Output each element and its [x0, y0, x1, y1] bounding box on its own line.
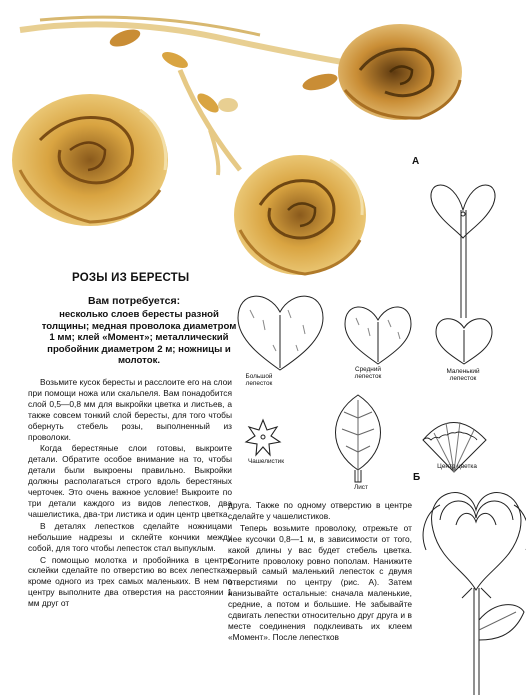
flower-center-label: Центр цветка [437, 463, 477, 470]
medium-petal-label: Средний лепесток [354, 366, 382, 381]
large-petal-label: Большой лепесток [245, 373, 273, 388]
materials-heading: Вам потребуется: [88, 295, 181, 307]
large-petal-pattern [238, 296, 323, 370]
small-petal-pattern [436, 319, 492, 364]
paragraph: друга. Также по одному отверстию в центре сделайте у чашелистиков. [228, 500, 412, 521]
article-title: РОЗЫ ИЗ БЕРЕСТЫ [72, 272, 190, 284]
figure-b-assembled-rose [423, 493, 526, 695]
paragraph: В деталях лепестков сделайте ножницами небольшие надрезы и склейте кончики между собой, для того чтобы лепесток стал выпуклым. [28, 520, 232, 553]
figure-a-petal-on-stem [431, 185, 495, 318]
figure-b-label: Б [413, 472, 421, 483]
small-petal-label: Маленький лепесток [446, 368, 480, 383]
paragraph: Теперь возьмите проволоку, отрежьте от нее кусочки 0,8—1 м, в зависимости от того, какой длины у вас будет стебель цветка. Согните проволоку ровно пополам. Нанижите первый самый маленький лепесток с двумя отверстиями по центру (рис. А). Затем нанизывайте остальные: сначала маленькие, средние, а потом и большие. Не забывайте сдвигать лепестки относительно друг друга и в месте соединения подклеивать их клеем «Момент». После лепестков [228, 522, 412, 642]
paragraph: С помощью молотка и пробойника в центре склейки сделайте по отверстию во всех лепестках, кроме одного из трех самых маленьких. В нем по центру выполните два отверстия на расстоянии 1 мм друг от [28, 554, 232, 609]
sepal-label: Чашелистик [247, 458, 285, 465]
figure-a-label: А [412, 156, 420, 167]
rose-left [12, 94, 168, 226]
paragraph: Возьмите кусок бересты и расслоите его на слои при помощи ножа или скальпеля. Вам понадобится слой 0,5—0,8 мм для выкройки цветка и листьев, а также совсем тонкий слой бересты, для того чтобы обернуть стебель розы, выполненный из проволоки. [28, 377, 232, 442]
pattern-diagrams [228, 150, 526, 699]
materials-list: несколько слоев бересты разной толщины; медная проволока диаметром 1 мм; клей «Момент»; металлический пробойник диаметром 2 м; ножницы и молоток. [41, 309, 237, 367]
leaf-pattern [336, 395, 381, 482]
rose-top-right [338, 24, 462, 120]
body-column-1 [28, 377, 232, 609]
sepal-pattern [246, 420, 280, 455]
leaf-label: Лист [354, 484, 368, 491]
medium-petal-pattern [345, 307, 411, 364]
paragraph: Когда берестяные слои готовы, выкроите детали. Обратите особое внимание на то, чтобы детали были выкроены правильно. Выкройки должны располагаться строго вдоль берестяных черточек. Это очень важное условие! Выкроите по три детали каждого из видов лепестков, два чашелистика, два-три листика и один центр цветка. [28, 443, 232, 519]
